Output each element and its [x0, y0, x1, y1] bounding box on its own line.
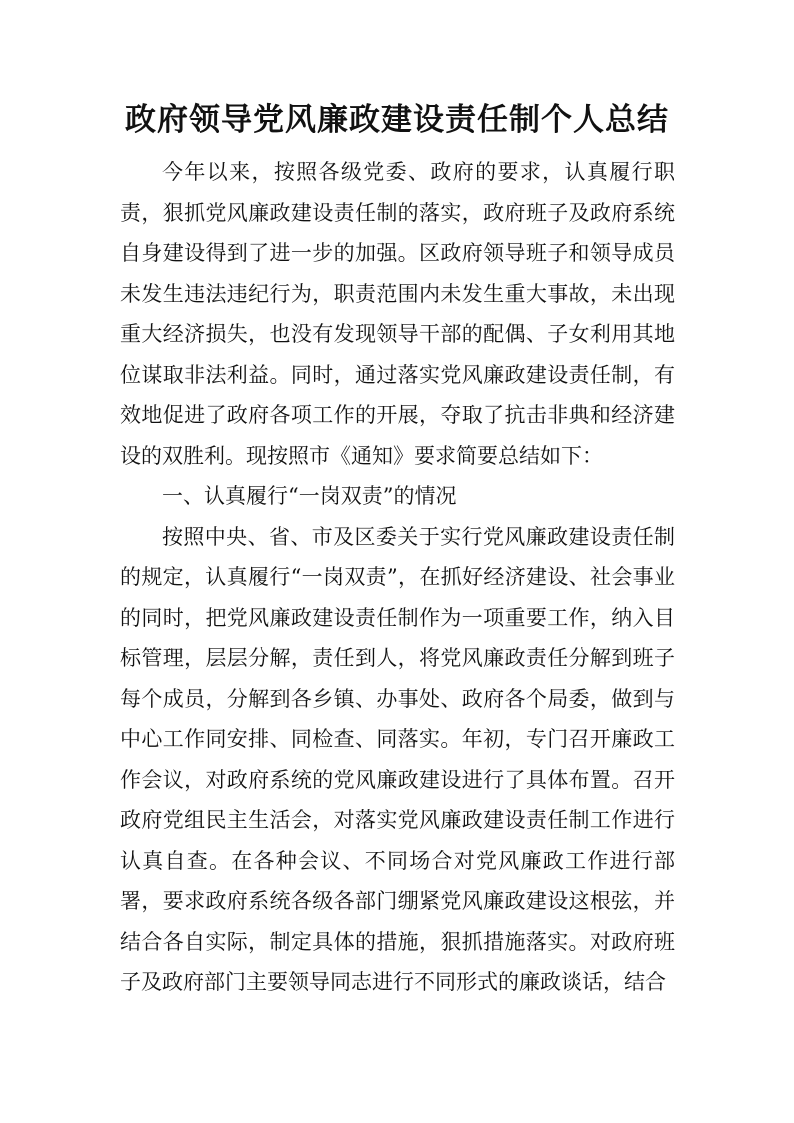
intro-paragraph: 今年以来，按照各级党委、政府的要求，认真履行职责，狠抓党风廉政建设责任制的落实，政府班子及政府系统自身建设得到了进一步的加强。区政府领导班子和领导成员未发生违法违纪行为，职责范围内未发生重大事故，未出现重大经济损失，也没有发现领导干部的配偶、子女利用其地位谋取非法利益。同时，通过落实党风廉政建设责任制，有效地促进了政府各项工作的开展，夺取了抗击非典和经济建设的双胜利。现按照市《通知》要求简要总结如下： [120, 160, 675, 468]
document-body [120, 152, 675, 1003]
section-heading: 一、认真履行“一岗双责”的情况 [162, 484, 457, 508]
section-paragraph: 按照中央、省、市及区委关于实行党风廉政建设责任制的规定，认真履行“一岗双责”，在抓好经济建设、社会事业的同时，把党风廉政建设责任制作为一项重要工作，纳入目标管理，层层分解，责任到人，将党风廉政责任分解到班子每个成员，分解到各乡镇、办事处、政府各个局委，做到与中心工作同安排、同检查、同落实。年初，专门召开廉政工作会议，对政府系统的党风廉政建设进行了具体布置。召开政府党组民主生活会，对落实党风廉政建设责任制工作进行认真自查。在各种会议、不同场合对党风廉政工作进行部署，要求政府系统各级各部门绷紧党风廉政建设这根弦，并结合各自实际，制定具体的措施，狠抓措施落实。对政府班子及政府部门主要领导同志进行不同形式的廉政谈话，结合 [120, 524, 675, 994]
document-title: 政府领导党风廉政建设责任制个人总结 [125, 102, 669, 138]
